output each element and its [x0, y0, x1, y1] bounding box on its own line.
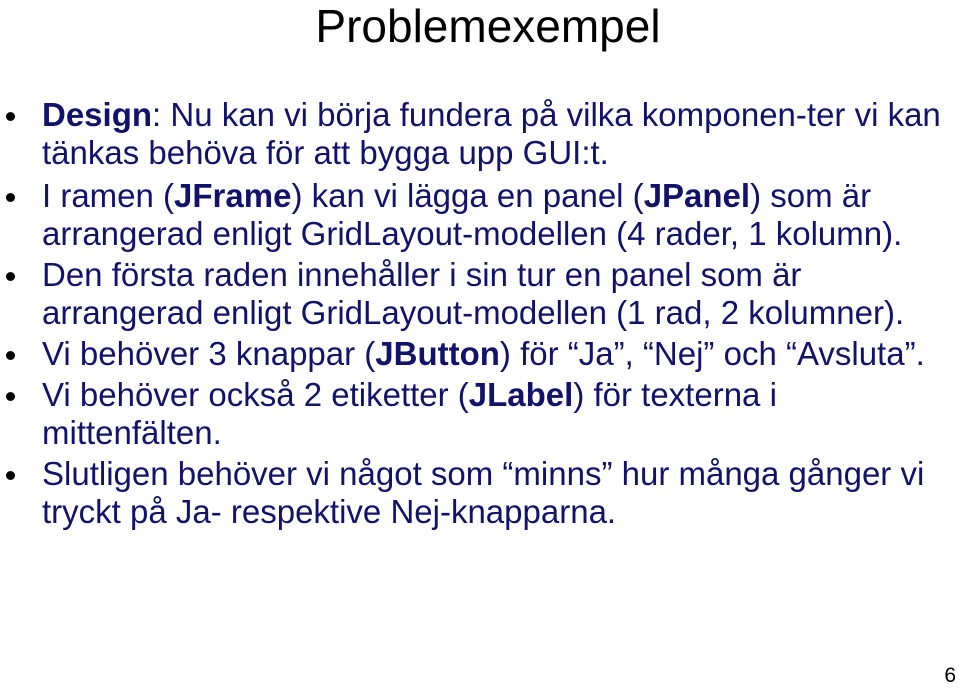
bullet-buttons [0, 335, 960, 373]
buttons-text-1: Vi behöver 3 knappar ( [42, 335, 376, 372]
labels-text-1: Vi behöver också 2 etiketter ( [42, 376, 469, 413]
jlabel-term: JLabel [468, 376, 574, 413]
bullet-counter [0, 455, 960, 531]
buttons-text-2: ) för “Ja”, “Nej” och “Avsluta”. [499, 335, 925, 372]
labels-text-2: ) för texterna i mittenfälten. [42, 376, 777, 451]
bullet-labels [0, 376, 960, 452]
counter-text: Slutligen behöver vi något som “minns” hur många gånger vi tryckt på Ja- respektive Nej-knapparna. [42, 455, 925, 530]
bullet-list [0, 96, 960, 534]
design-text: Nu kan vi börja fundera på vilka komponen-ter vi kan tänkas behöva för att bygga upp GUI:t. [42, 96, 941, 171]
bullet-design [0, 96, 960, 172]
jframe-text-1: I ramen ( [42, 177, 175, 214]
jbutton-term: JButton [375, 335, 500, 372]
jframe-text-3: ) som är arrangerad enligt GridLayout-modellen (4 rader, 1 kolumn). [42, 177, 903, 252]
design-colon: : [152, 96, 162, 133]
first-row-text: Den första raden innehåller i sin tur en panel som är arrangerad enligt GridLayout-modellen (1 rad, 2 kolumner). [42, 256, 905, 331]
design-term: Design [42, 96, 153, 133]
bullet-first-row [0, 256, 960, 332]
bullet-jframe [0, 177, 960, 253]
page-number: 6 [944, 664, 956, 687]
slide-title: Problemexempel [315, 0, 661, 52]
jframe-text-2: ) kan vi lägga en panel ( [291, 177, 644, 214]
jpanel-term: JPanel [643, 177, 751, 214]
jframe-term: JFrame [174, 177, 292, 214]
